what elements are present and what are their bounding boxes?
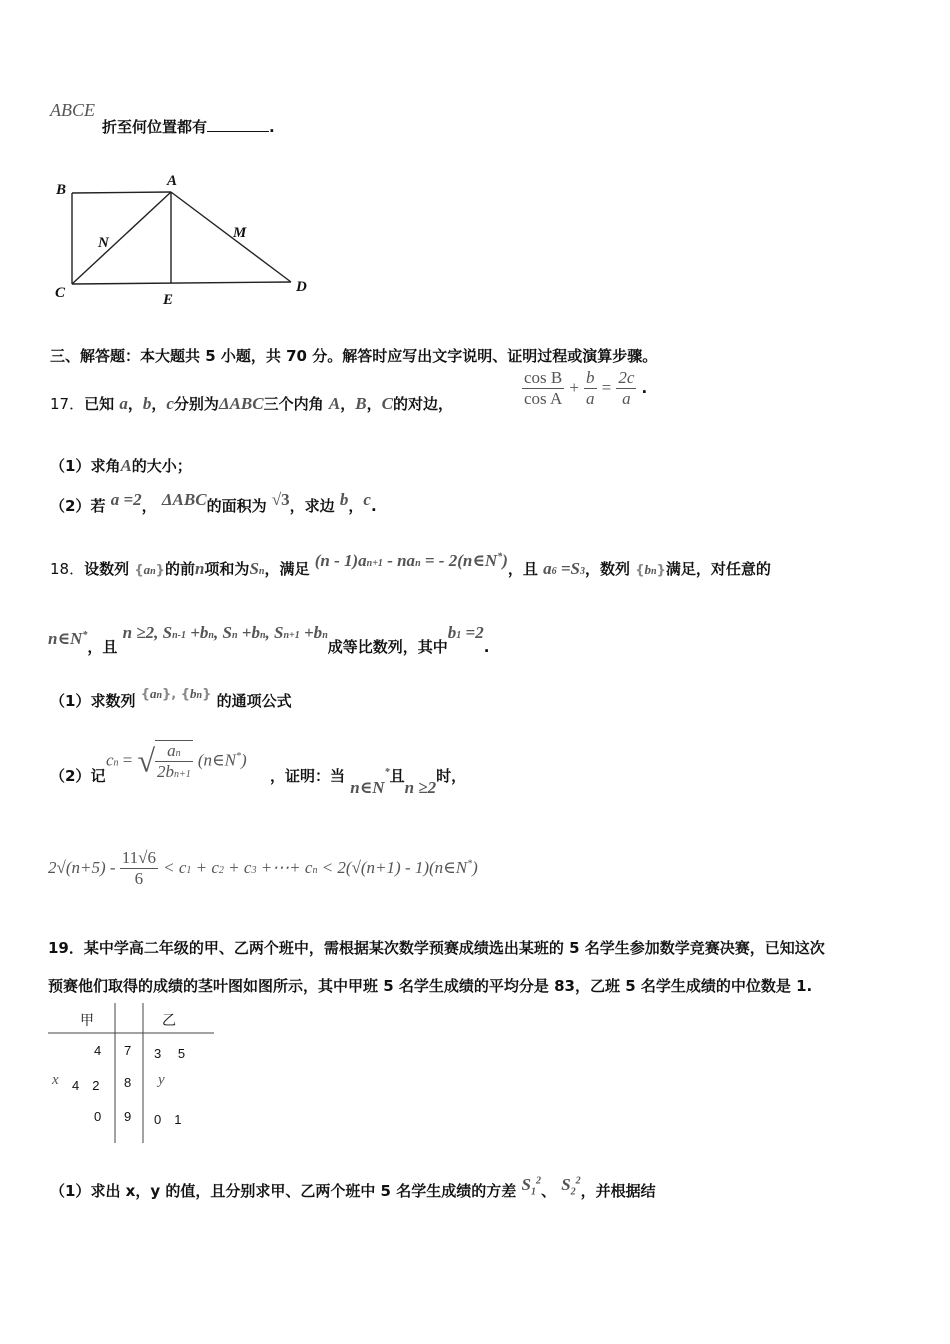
header-jia: 甲 <box>80 1013 94 1029</box>
a6-eq: =S <box>556 559 581 578</box>
line2-and: ，且 <box>87 638 118 656</box>
q17-p1-A: A <box>120 456 132 475</box>
b1-eq: =2 <box>461 623 484 642</box>
s2-sub: 2 <box>570 1186 576 1198</box>
p1-an-sub: n <box>156 690 163 701</box>
ineq-frac <box>120 848 158 889</box>
cond-sub2: n+1 <box>283 630 300 641</box>
frac1-den: cos A <box>524 389 563 408</box>
cn-domain: (n∈N <box>197 750 236 770</box>
q17-p2-text1: 的面积为 <box>206 497 267 515</box>
p1-bn-letter: b <box>190 686 197 701</box>
cond-subn4: n <box>322 630 328 641</box>
header-yi: 乙 <box>162 1013 176 1029</box>
line2-text: 成等比数列，其中 <box>327 638 448 656</box>
Sn-letter: S <box>249 559 259 578</box>
segment-BA <box>72 192 171 193</box>
q16-tail <box>50 100 95 121</box>
frac-2c-a <box>616 368 636 409</box>
s2-letter: S <box>561 1175 571 1194</box>
q17-end: . <box>641 379 648 397</box>
s1-letter: S <box>521 1175 531 1194</box>
q18-p1-text1: 求数列 <box>90 692 136 710</box>
q17-number: 17． <box>50 395 85 413</box>
sqrt-frac <box>155 740 193 782</box>
cond-3: , S <box>213 623 232 642</box>
label-M: M <box>233 225 247 241</box>
cn-sub: n <box>113 757 119 769</box>
q17-text3: 的对边， <box>392 395 453 413</box>
sqrt-num-sub: n <box>175 748 181 759</box>
cond-subn2: n <box>231 630 238 641</box>
s2-sup: 2 <box>575 1175 581 1187</box>
frac2-den: a <box>586 389 595 408</box>
segment-CA <box>72 192 171 284</box>
q18-line2 <box>48 623 490 656</box>
label-N: N <box>98 235 109 251</box>
plus-sign: + <box>569 378 579 397</box>
cond-subn1: n <box>208 630 214 641</box>
q18-t1: 设数列 <box>84 560 130 578</box>
q18-p2-and: 且 <box>389 767 405 785</box>
row2-stem: 8 <box>124 1075 132 1090</box>
brace-an-p1: {an}, {bn} <box>140 686 212 702</box>
row3-right: 0 1 <box>154 1112 182 1127</box>
sqrt-num <box>155 741 193 762</box>
rec-2: - na <box>382 551 416 570</box>
ineq-3: + c <box>191 858 219 877</box>
ineq-frac-den: 6 <box>134 869 144 888</box>
q19-line2: 预赛他们取得的成绩的茎叶图如图所示，其中甲班 5 名学生成绩的平均分是 83，乙班 5 名学生成绩的中位数是 1. <box>48 977 813 995</box>
frac-b-a <box>584 368 597 409</box>
b1-letter: b <box>447 623 457 642</box>
cn-letter: c <box>106 750 114 770</box>
a6-sub: 6 <box>551 566 557 577</box>
label-D: D <box>296 279 307 295</box>
bn-letter: b <box>644 562 652 577</box>
row3-stem: 9 <box>124 1109 132 1124</box>
q19-p1-text1: 求出 x，y 的值，且分别求甲、乙两个班中 5 名学生成绩的方差 <box>90 1182 517 1200</box>
label-A: A <box>167 173 178 189</box>
ineq-2: < c <box>163 858 187 877</box>
ineq-sub3: 3 <box>251 865 257 876</box>
rec-4: ) <box>502 551 508 570</box>
an-letter: a <box>143 562 151 577</box>
q18-t5: ，且 <box>507 560 538 578</box>
sqrt-den-sub: n+1 <box>174 769 191 780</box>
q17-equation <box>522 368 647 409</box>
q18-p2-when: n∈N <box>350 778 385 797</box>
cond-subn3: n <box>259 630 266 641</box>
frac3-den: a <box>622 389 631 408</box>
q17-line: 17．已知 a，b，c分别为ΔABC三个内角 A，B，C的对边， <box>50 394 453 413</box>
recurrence <box>315 551 508 570</box>
ineq-4: + c <box>223 858 252 877</box>
q17-known: 已知 <box>84 395 115 413</box>
q18-part1 <box>50 686 292 711</box>
q17-p2-a-eq: a =2 <box>110 490 142 509</box>
brace-bn: {bn} <box>635 562 666 578</box>
section3-heading: 三、解答题：本大题共 5 小题，共 70 分。解答时应写出文字说明、证明过程或演算步骤。 <box>50 347 658 365</box>
q17-text1: 分别为 <box>173 395 219 413</box>
frac-cosB-cosA <box>522 368 564 409</box>
q18-p2-tail <box>270 765 467 797</box>
row3-left: 0 <box>94 1109 102 1124</box>
q18-t2: 的前 <box>164 560 195 578</box>
q17-p1-label: （1） <box>50 457 91 475</box>
q17-p2-sqrt3: √3 <box>271 490 290 509</box>
q17-p2-text2: ，求边 <box>289 497 335 515</box>
label-E: E <box>163 292 174 308</box>
q18-number: 18． <box>50 560 85 578</box>
sqrt-sign: √ <box>137 742 156 779</box>
q18-t6: ，数列 <box>585 560 631 578</box>
frac3-num: 2c <box>618 368 635 387</box>
segment-AD <box>171 192 291 282</box>
ineq-sub1: 1 <box>186 865 192 876</box>
q17-p2-end: . <box>370 497 377 515</box>
row2-left: 4 2 <box>72 1078 100 1093</box>
ineq-subn: n <box>312 865 318 876</box>
cn-definition <box>106 740 247 782</box>
sqrt-den-b: 2b <box>157 762 175 781</box>
equals-sign: = <box>601 378 612 397</box>
s1-squared <box>521 1175 541 1198</box>
ineq-star: * <box>467 858 473 870</box>
q17-triangle: ΔABC <box>218 394 264 413</box>
q18-line1 <box>50 551 771 579</box>
row1-left: 4 <box>94 1043 102 1058</box>
segment-CD <box>72 282 291 284</box>
brace-an: {an} <box>134 562 165 578</box>
a6-sub2: 3 <box>580 566 586 577</box>
s2-squared <box>561 1175 581 1198</box>
q17-part1 <box>50 455 192 476</box>
q17-text2: 三个内角 <box>263 395 324 413</box>
q17-p2-b: b <box>339 490 349 509</box>
line2-end: . <box>483 638 490 656</box>
q16-text <box>102 116 275 137</box>
rec-1: (n - 1)a <box>314 551 367 570</box>
cn-domain-end: ) <box>240 750 247 770</box>
ineq-5: +⋯+ c <box>256 858 313 877</box>
ineq-sub2: 2 <box>218 865 224 876</box>
q18-p2-ge: n ≥2 <box>404 778 437 797</box>
q17-p2-label: （2） <box>50 497 91 515</box>
q18-p1-label: （1） <box>50 692 91 710</box>
s1-sub: 1 <box>530 1186 536 1198</box>
sqrt-num-a: a <box>167 741 176 760</box>
row2-x: x <box>52 1072 59 1088</box>
Sn-sub: n <box>258 566 265 577</box>
q19-part1 <box>50 1175 656 1203</box>
q18-p2-label: （2） <box>50 767 91 785</box>
q19-p1-label: （1） <box>50 1182 91 1200</box>
q17-A: A <box>328 394 341 413</box>
q18-part2 <box>50 765 105 786</box>
q17-p2-if: 若 <box>90 497 106 515</box>
q18-t3: 项和为 <box>204 560 250 578</box>
q19-line1: 19．某中学高二年级的甲、乙两个班中，需根据某次数学预赛成绩选出某班的 5 名学生参加数学竞赛决赛，已知这次 <box>48 939 825 957</box>
q16-period: . <box>269 118 275 136</box>
s1-sup: 2 <box>535 1175 541 1187</box>
q18-p2-text1: 记 <box>90 767 106 785</box>
q18-p2-star: * <box>384 767 390 778</box>
p1-an-letter: a <box>149 686 157 701</box>
q18-n: n <box>194 559 205 578</box>
q17-B: B <box>355 394 367 413</box>
ineq-1: 2√(n+5) - <box>48 858 120 877</box>
ineq-6: < 2(√(n+1) - 1)(n∈N <box>317 858 468 877</box>
q18-p2-text2: ，证明：当 <box>270 767 346 785</box>
row1-right: 3 5 <box>154 1046 186 1061</box>
row2-y: y <box>158 1072 165 1088</box>
q18-t4: ，满足 <box>264 560 310 578</box>
row1-stem: 7 <box>124 1043 132 1058</box>
bn-sub: n <box>651 566 657 577</box>
rec-star: * <box>497 551 503 563</box>
line2-condition <box>123 623 328 642</box>
q18-p2-end: 时， <box>436 767 467 785</box>
cond-2: +b <box>185 623 209 642</box>
cond-4: +b <box>237 623 260 642</box>
q19-p1-text2: ，并根据结 <box>580 1182 656 1200</box>
q17-C: C <box>381 394 393 413</box>
q18-p1-text2: 的通项公式 <box>216 692 292 710</box>
frac1-num: cos B <box>524 368 563 387</box>
label-B: B <box>56 182 67 198</box>
cond-1: n ≥2, S <box>122 623 173 642</box>
q17-part2: （2）若 a =2， ΔABC的面积为 √3，求边 b，c. <box>50 490 377 515</box>
q17-p2-triangle: ΔABC <box>161 490 207 509</box>
q17-p1-text1: 求角 <box>90 457 121 475</box>
geometry-figure <box>40 165 330 310</box>
line2-star: * <box>82 630 88 641</box>
q17-p1-text2: 的大小； <box>131 457 192 475</box>
cn-domain-star: * <box>235 751 241 763</box>
rec-sub2: n <box>415 558 421 569</box>
q17-c: c <box>166 394 174 413</box>
line2-nN: n∈N <box>48 629 83 648</box>
label-C: C <box>55 285 66 301</box>
q18-inequality <box>48 848 478 889</box>
p1-bn-sub: n <box>196 690 203 701</box>
cond-sub1: n-1 <box>172 630 186 641</box>
q18-t7: 满足，对任意的 <box>665 560 771 578</box>
q17-a: a <box>119 394 128 413</box>
cond-6: +b <box>299 623 323 642</box>
an-sub: n <box>150 566 156 577</box>
sqrt-den <box>155 762 193 782</box>
q17-p2-c: c <box>363 490 371 509</box>
q17-p2-comma: ， <box>141 497 157 515</box>
abce-label: ABCE <box>50 100 95 120</box>
q19-sep: 、 <box>540 1182 556 1200</box>
a6-letter: a <box>543 559 552 578</box>
frac2-num: b <box>586 368 595 387</box>
ineq-7: ) <box>472 858 478 877</box>
stem-leaf-plot <box>48 1003 214 1145</box>
answer-blank <box>207 129 269 132</box>
q17-b: b <box>142 394 152 413</box>
cn-eq: = <box>118 750 133 770</box>
cond-5: , S <box>265 623 284 642</box>
ineq-frac-num: 11√6 <box>121 848 156 867</box>
rec-3: = - 2(n∈N <box>420 551 498 570</box>
rec-sub1: n+1 <box>366 558 383 569</box>
b1-sub: 1 <box>456 630 462 641</box>
q16-text-body: 折至何位置都有 <box>102 118 208 136</box>
